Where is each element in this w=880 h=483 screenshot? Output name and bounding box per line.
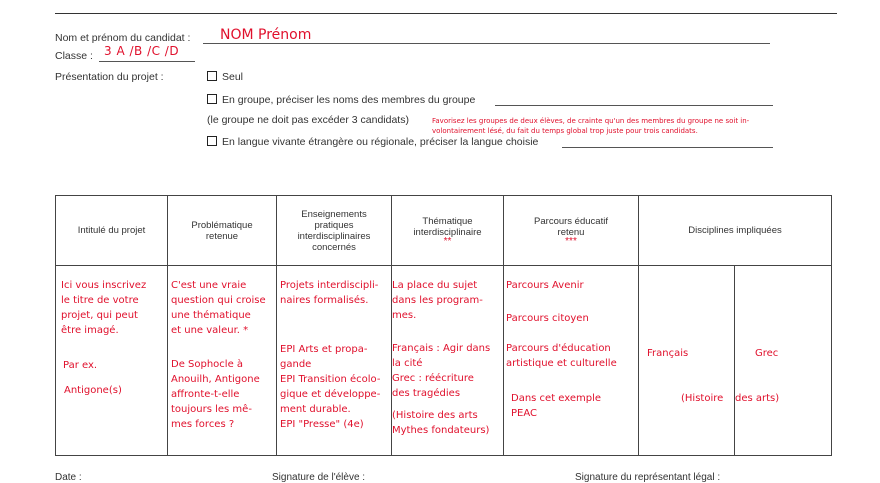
group-note: (le groupe ne doit pas excéder 3 candidats) — [207, 114, 409, 126]
handwritten-note-1: Favorisez les groupes de deux élèves, de crainte qu'un des membres du groupe ne soit in- — [432, 117, 750, 125]
cell-discipline-2[interactable] — [735, 266, 832, 456]
discipline-arts: des arts) — [735, 393, 780, 404]
header-parcours: Parcours éducatif retenu *** — [504, 196, 639, 266]
stars-2: ** — [443, 235, 452, 247]
cell-epi[interactable]: Projets interdiscipli- naires formalisés. EPI Arts et propa- gande EPI Transition écolo- gique et développe- ment durable. EPI "Presse" (4e) — [277, 266, 392, 456]
class-value[interactable]: 3 A /B /C /D — [104, 44, 180, 58]
language-underline — [562, 147, 773, 148]
option-language[interactable] — [207, 136, 538, 148]
header-problematique: Problématique retenue — [168, 196, 277, 266]
handwritten-note-2: volontairement lésé, du fait du temps global trop juste pour trois candidats. — [432, 127, 698, 135]
cell-discipline-1[interactable] — [639, 266, 735, 456]
checkbox-icon[interactable] — [207, 71, 217, 81]
header-epi: Enseignements pratiques interdisciplinaires concernés — [277, 196, 392, 266]
table-header-row — [56, 196, 832, 266]
discipline-histoire: (Histoire — [681, 393, 724, 404]
project-table — [55, 195, 832, 456]
legal-signature-label: Signature du représentant légal : — [575, 472, 721, 483]
discipline-francais: Français — [647, 348, 689, 359]
option-group-label: En groupe, préciser les noms des membres du groupe — [222, 94, 476, 106]
cell-problematique[interactable]: C'est une vraie question qui croise une thématique et une valeur. * De Sophocle à Anouilh, Antigone affronte-t-elle toujours les mê- mes forces ? — [168, 266, 277, 456]
class-label: Classe : — [55, 50, 93, 62]
table-content-row — [56, 266, 832, 456]
candidate-underline — [203, 43, 770, 44]
option-seul-label: Seul — [222, 71, 244, 83]
group-members-underline — [495, 105, 773, 106]
header-disciplines: Disciplines impliquées — [639, 196, 832, 266]
cell-thematique[interactable]: La place du sujet dans les program- mes. Français : Agir dans la cité Grec : réécriture des tragédies (Histoire des arts Mythes fondateurs) — [392, 266, 504, 456]
candidate-value[interactable]: NOM Prénom — [220, 27, 312, 43]
option-seul[interactable] — [207, 71, 243, 83]
presentation-label: Présentation du projet : — [55, 71, 164, 83]
option-group[interactable] — [207, 94, 475, 106]
checkbox-icon[interactable] — [207, 94, 217, 104]
discipline-grec: Grec — [755, 348, 779, 359]
candidate-label: Nom et prénom du candidat : — [55, 32, 191, 44]
stars-3: *** — [565, 235, 577, 247]
cell-parcours[interactable]: Parcours Avenir Parcours citoyen Parcours d'éducation artistique et culturelle Dans cet exemple PEAC — [504, 266, 639, 456]
top-rule — [55, 13, 837, 14]
student-signature-label: Signature de l'élève : — [272, 472, 366, 483]
date-label: Date : — [55, 472, 82, 483]
checkbox-icon[interactable] — [207, 136, 217, 146]
header-intitule: Intitulé du projet — [56, 196, 168, 266]
option-language-label: En langue vivante étrangère ou régionale, préciser la langue choisie — [222, 136, 539, 148]
class-underline — [99, 61, 195, 62]
cell-intitule[interactable]: Ici vous inscrivez le titre de votre projet, qui peut être imagé. Par ex. Antigone(s) — [56, 266, 168, 456]
header-thematique: Thématique interdisciplinaire ** — [392, 196, 504, 266]
